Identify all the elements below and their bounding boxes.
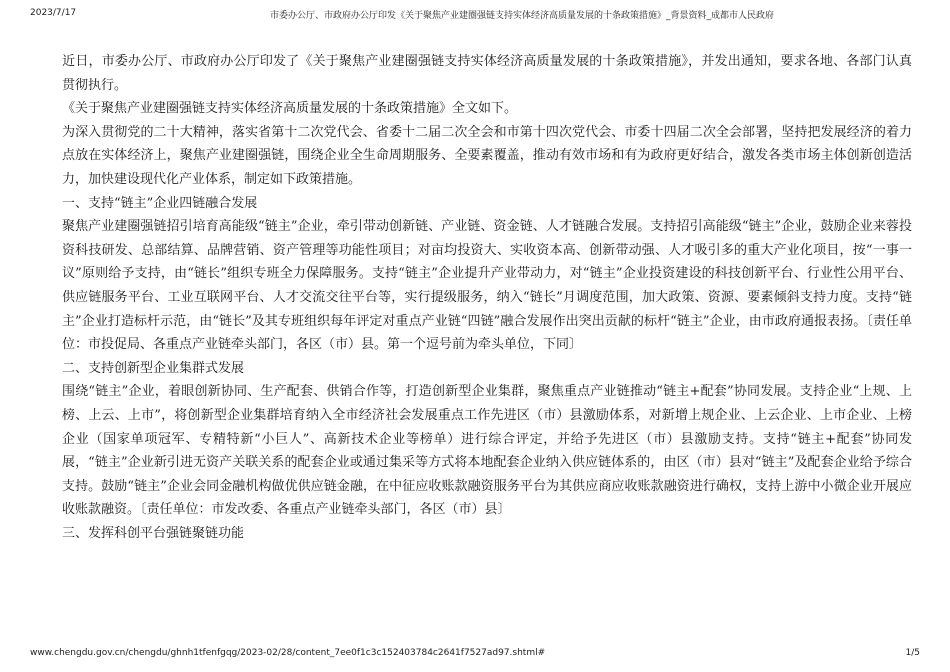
print-date: 2023/7/17 <box>30 8 77 18</box>
print-header <box>30 8 920 22</box>
section-heading-1: 一、支持“链主”企业四链融合发展 <box>62 195 258 211</box>
article-body <box>62 50 912 545</box>
paragraph-preamble: 为深入贯彻党的二十大精神，落实省第十二次党代会、省委十二届二次全会和市第十四次党代会、市委十四届二次全会部署，坚持把发展经济的着力点放在实体经济上，聚焦产业建圈强链，围绕企业全生命周期服务、全要素覆盖，推动有效市场和有为政府更好结合，激发各类市场主体创新创造活力，加快建设现代化产业体系，制定如下政策措施。 <box>62 124 912 187</box>
paragraph-intro: 近日，市委办公厅、市政府办公厅印发了《关于聚焦产业建圈强链支持实体经济高质量发展的十条政策措施》，并发出通知，要求各地、各部门认真贯彻执行。 <box>62 54 912 93</box>
paragraph-section-2: 围绕“链主”企业，着眼创新协同、生产配套、供销合作等，打造创新型企业集群，聚焦重点产业链推动“链主+配套”协同发展。支持企业“上规、上榜、上云、上市”，将创新型企业集群培育纳入全市经济社会发展重点工作先进区（市）县激励体系，对新增上规企业、上云企业、上市企业、上榜企业（国家单项冠军、专精特新“小巨人”、高新技术企业等榜单）进行综合评定，并给予先进区（市）县激励支持。支持“链主+配套”协同发展，“链主”企业新引进无资产关联关系的配套企业或通过集采等方式将本地配套企业纳入供应链体系的，由区（市）县对“链主”及配套企业给予综合支持。鼓励“链主”企业会同金融机构做优供应链金融，在中征应收账款融资服务平台为其供应商应收账款融资进行确权，支持上游中小微企业开展应收账款融资。〔责任单位：市发改委、各重点产业链牵头部门，各区（市）县〕 <box>62 384 912 518</box>
page-url: www.chengdu.gov.cn/chengdu/ghnh1tfenfgqg/2023-02/28/content_7ee0f1c3c152403784c2641f7527ad97.shtml# <box>30 648 546 658</box>
section-heading-3: 三、发挥科创平台强链聚链功能 <box>62 525 245 541</box>
page-title: 市委办公厅、市政府办公厅印发《关于聚焦产业建圈强链支持实体经济高质量发展的十条政策措施》_背景资料_成都市人民政府 <box>270 11 775 21</box>
page-number: 1/5 <box>905 648 920 658</box>
section-heading-2: 二、支持创新型企业集群式发展 <box>62 360 245 376</box>
paragraph-section-1: 聚焦产业建圈强链招引培育高能级“链主”企业，牵引带动创新链、产业链、资金链、人才链融合发展。支持招引高能级“链主”企业，鼓励企业来蓉投资科技研发、总部结算、品牌营销、资产管理等功能性项目；对亩均投资大、实收资本高、创新带动强、人才吸引多的重大产业化项目，按“一事一议”原则给予支持，由“链长”组织专班全力保障服务。支持“链主”企业提升产业带动力，对“链主”企业投资建设的科技创新平台、行业性公用平台、供应链服务平台、工业互联网平台、人才交流交往平台等，实行提级服务，纳入“链长”月调度范围，加大政策、资源、要素倾斜支持力度。支持“链主”企业打造标杆示范，由“链长”及其专班组织每年评定对重点产业链“四链”融合发展作出突出贡献的标杆“链主”企业，由市政府通报表扬。〔责任单位：市投促局、各重点产业链牵头部门，各区（市）县。第一个逗号前为牵头单位，下同〕 <box>62 219 912 353</box>
print-footer <box>30 648 920 662</box>
paragraph-fulltext-note: 《关于聚焦产业建圈强链支持实体经济高质量发展的十条政策措施》全文如下。 <box>62 101 518 117</box>
